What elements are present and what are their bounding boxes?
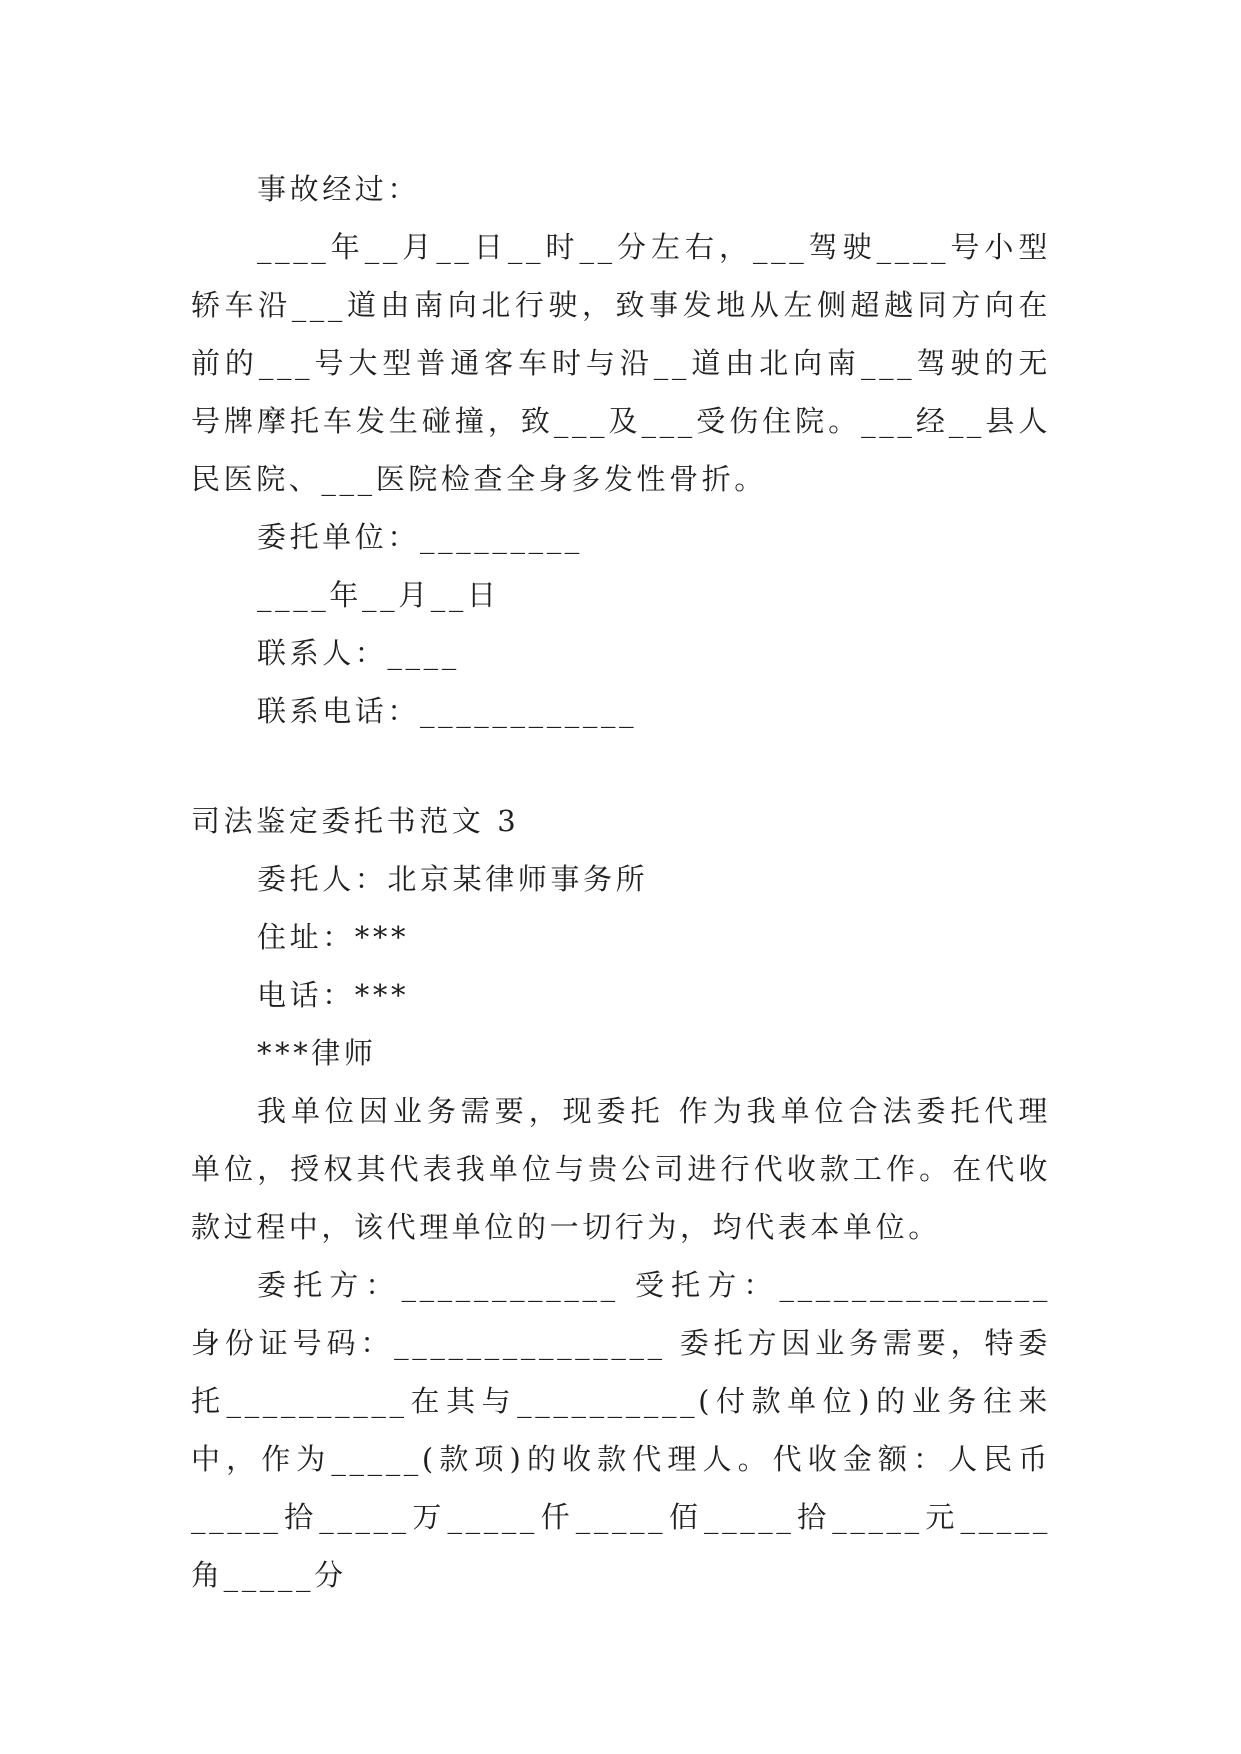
authorization-paragraph: 我单位因业务需要，现委托 作为我单位合法委托代理单位，授权其代表我单位与贵公司进行代收款工作。在代收款过程中，该代理单位的一切行为，均代表本单位。 <box>191 1094 1051 1244</box>
lawyer-line: ***律师 <box>257 1036 377 1070</box>
address-line: 住址：*** <box>257 920 410 954</box>
entrust-unit-line: 委托单位：_________ <box>257 520 583 554</box>
contact-phone-line: 联系电话：____________ <box>257 694 638 728</box>
section-title: 司法鉴定委托书范文 3 <box>191 804 520 838</box>
collection-paragraph: 委托方：____________ 受托方：_______________ 身份证号码：_______________ 委托方因业务需要，特委托__________在其与__________(付款单位)的业务往来中，作为_____(款项)的收款代理人。代收金额：人民币_____拾_____万_____仟_____佰_____拾_____元_____角_____分 <box>191 1268 1064 1592</box>
client-line: 委托人：北京某律师事务所 <box>257 862 649 896</box>
phone-line: 电话：*** <box>257 978 410 1012</box>
date-line: ____年__月__日 <box>257 578 500 612</box>
accident-description: ____年__月__日__时__分左右，___驾驶____号小型轿车沿___道由南向北行驶，致事发地从左侧超越同方向在前的___号大型普通客车时与沿__道由北向南___驾驶的无号牌摩托车发生碰撞，致___及___受伤住院。___经__县人民医院、___医院检查全身多发性骨折。 <box>191 230 1051 496</box>
contact-person-line: 联系人：____ <box>257 636 460 670</box>
document-page <box>191 160 1064 1604</box>
section-gap <box>191 740 1051 792</box>
accident-label: 事故经过： <box>257 172 421 206</box>
